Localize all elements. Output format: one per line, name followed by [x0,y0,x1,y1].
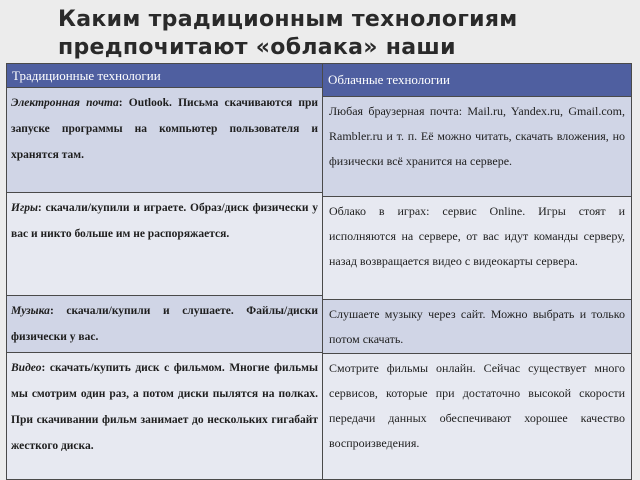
text-email-traditional: : Outlook. Письма скачиваются при запуске программы на компьютер пользователя и хранятся там. [11,97,319,161]
header-cloud: Облачные технологии [323,64,631,97]
text-video-traditional: : скачать/купить диск с фильмом. Многие фильмы мы смотрим один раз, а потом диски пылятся на полках. При скачивании фильм занимает до нескольких гигабайт жесткого диска. [11,362,318,452]
header-traditional: Традиционные технологии [7,64,323,88]
row-video-traditional [7,353,323,479]
row-music-traditional [7,296,323,353]
text-music-traditional: : скачали/купили и слушаете. Файлы/диски физически у вас. [11,305,318,343]
cloud-column [323,64,631,479]
row-video-cloud: Смотрите фильмы онлайн. Сейчас существует много сервисов, которые при достаточно высокой скорости передачи данных обеспечивают хорошее качество воспроизведения. [323,354,631,479]
row-email-traditional [7,88,323,193]
text-games-traditional: : скачали/купили и играете. Образ/диск физически у вас и никто больше им не распоряжается. [11,202,318,240]
row-games-cloud: Облако в играх: сервис Online. Игры стоят и исполняются на сервере, от вас идут команды серверу, назад возвращается видео с видеокарты сервера. [323,197,631,300]
row-music-cloud: Слушаете музыку через сайт. Можно выбрать и только потом скачать. [323,300,631,354]
comparison-table [6,63,632,480]
term-video: Видео [11,362,42,374]
term-email: Электронная почта [11,97,119,109]
term-games: Игры [11,202,38,214]
row-email-cloud: Любая браузерная почта: Mail.ru, Yandex.ru, Gmail.com, Rambler.ru и т. п. Её можно читать, скачать вложения, но физически всё хранится на сервере. [323,97,631,197]
term-music: Музыка [11,305,50,317]
traditional-column [7,64,323,479]
row-games-traditional [7,193,323,296]
slide-title: Каким традиционным технологиям предпочитают «облака» наши [58,7,518,60]
